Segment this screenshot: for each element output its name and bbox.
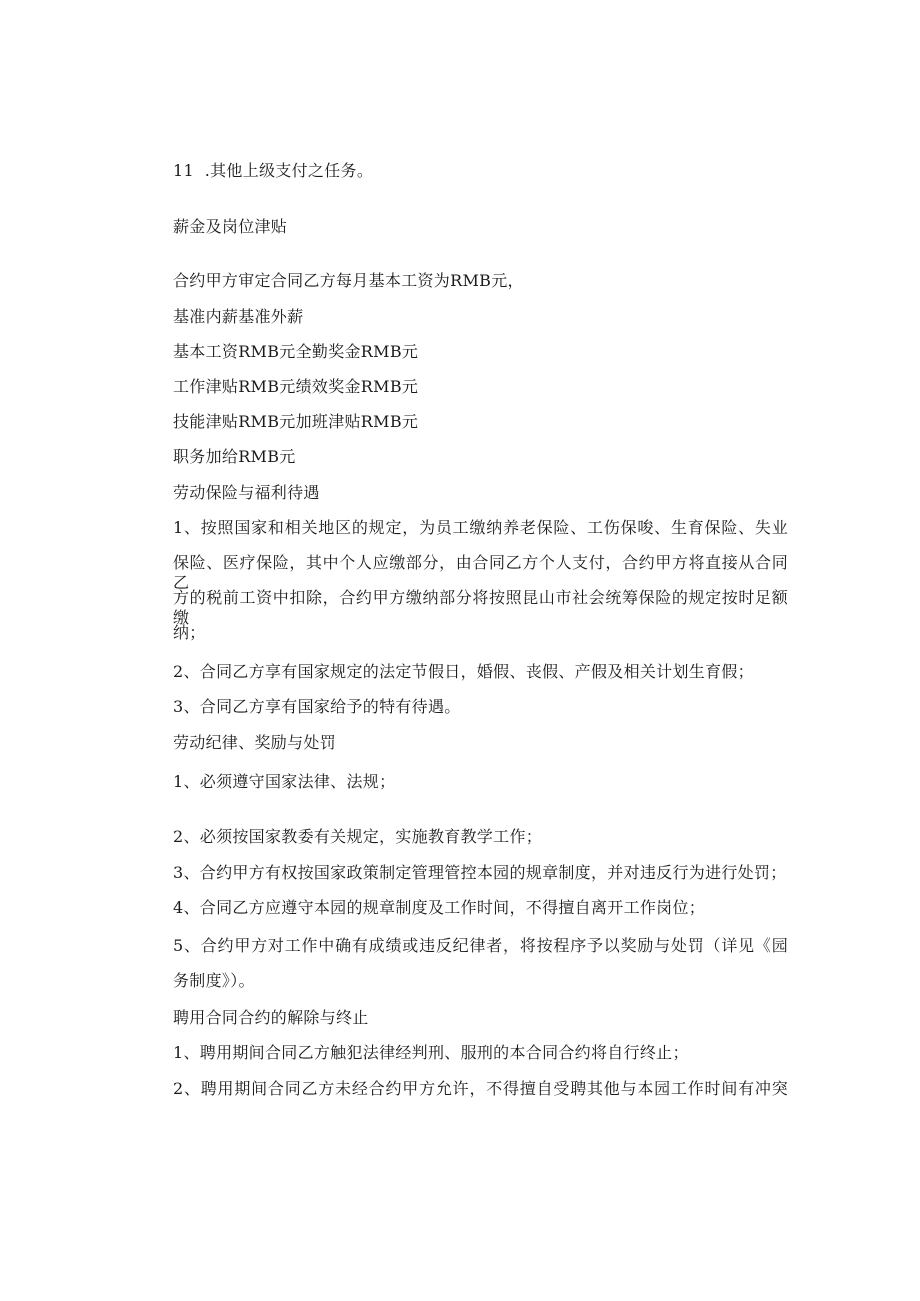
salary-row-3: 技能津贴RMB元加班津贴RMB元 [173, 412, 419, 431]
salary-row-4: 职务加给RMB元 [173, 447, 296, 466]
insurance-item-2: 2、合同乙方享有国家规定的法定节假日，婚假、丧假、产假及相关计划生育假； [173, 662, 754, 681]
section-heading-insurance: 劳动保险与福利待遇 [173, 483, 320, 502]
discipline-item-5-line-1: 5、合约甲方对工作中确有成绩或违反纪律者，将按程序予以奖励与处罚（详见《园 [173, 936, 788, 955]
insurance-item-1-line-3: 方的税前工资中扣除，合约甲方缴纳部分将按照昆山市社会统筹保险的规定按时足额缴 [173, 588, 788, 627]
section-heading-termination: 聘用合同合约的解除与终止 [173, 1008, 369, 1027]
discipline-item-1: 1、必须遵守国家法律、法规； [173, 772, 396, 791]
insurance-item-1-line-4: 纳； [173, 623, 206, 642]
discipline-item-4: 4、合同乙方应遵守本园的规章制度及工作时间，不得擅自离开工作岗位； [173, 898, 706, 917]
discipline-item-5-line-2: 务制度》）。 [173, 971, 255, 990]
section-heading-discipline: 劳动纪律、奖励与处罚 [173, 733, 337, 752]
termination-item-2-line-1: 2、聘用期间合同乙方未经合约甲方允许，不得擅自受聘其他与本园工作时间有冲突 [173, 1079, 788, 1098]
salary-row-2: 工作津贴RMB元绩效奖金RMB元 [173, 377, 419, 396]
salary-standard-line: 基准内薪基准外薪 [173, 307, 304, 326]
section-heading-salary: 薪金及岗位津贴 [173, 217, 288, 236]
discipline-item-2: 2、必须按国家教委有关规定，实施教育教学工作； [173, 827, 543, 846]
insurance-item-3: 3、合同乙方享有国家给予的特有待遇。 [173, 697, 461, 716]
termination-item-1: 1、聘用期间合同乙方触犯法律经判刑、服刑的本合同合约将自行终止； [173, 1043, 689, 1062]
salary-row-1: 基本工资RMB元全勤奖金RMB元 [173, 342, 419, 361]
salary-basic-line: 合约甲方审定合同乙方每月基本工资为RMB元， [173, 271, 524, 290]
insurance-item-1-line-2: 保险、医疗保险，其中个人应缴部分，由合同乙方个人支付，合约甲方将直接从合同乙 [173, 553, 788, 592]
insurance-item-1-line-1: 1、按照国家和相关地区的规定，为员工缴纳养老保险、工伤保唆、生育保险、失业 [173, 518, 788, 537]
discipline-item-3: 3、合约甲方有权按国家政策制定管理管控本园的规章制度，并对违反行为进行处罚； [173, 863, 787, 882]
task-item-11: 11 .其他上级支付之任务。 [173, 161, 374, 180]
